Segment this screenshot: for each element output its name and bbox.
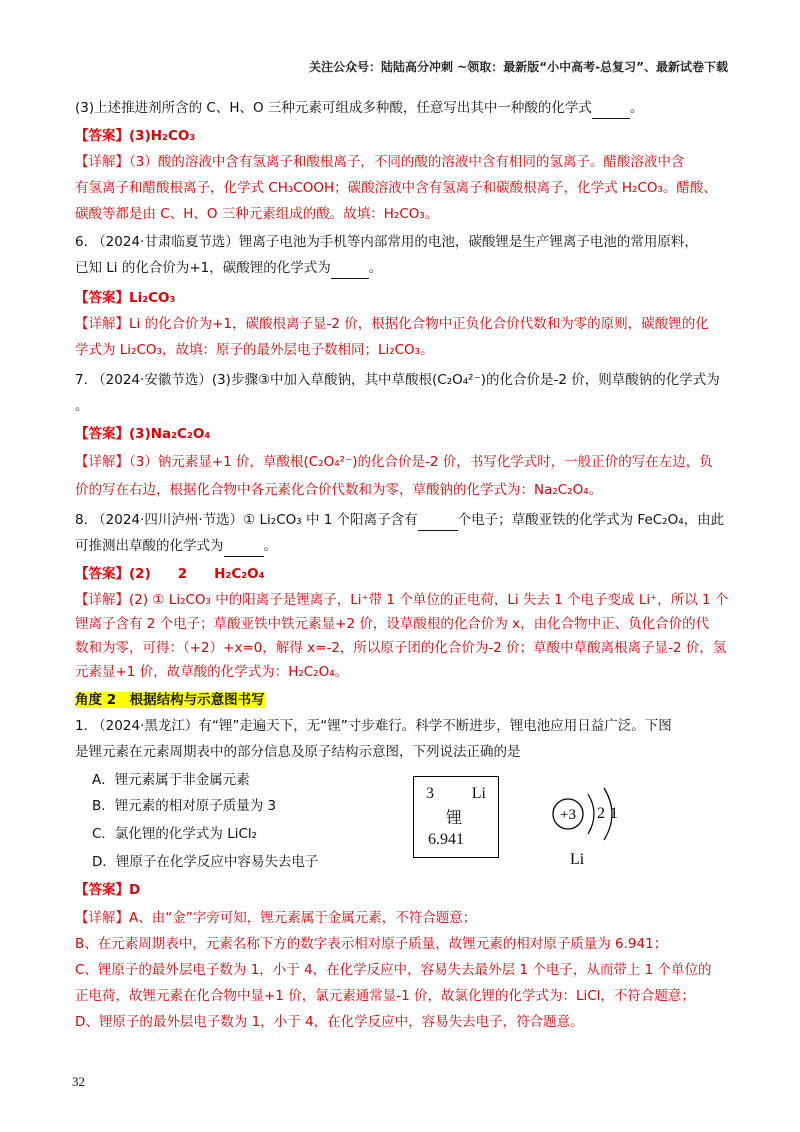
atomic-number: 3 (426, 785, 434, 802)
detail-6-line-2: 学式为 Li₂CO₃，故填：原子的最外层电子数相同；Li₂CO₃。 (75, 342, 434, 358)
question-6-line-2 (75, 258, 382, 279)
shell-2-electrons: 1 (610, 805, 618, 822)
answer-8: 【答案】(2) 2 H₂C₂O₄ (75, 566, 265, 582)
question-3-end: 。 (629, 100, 644, 116)
shell-1-electrons: 2 (597, 805, 605, 822)
question-8-text-a: 8. （2024·四川泸州·节选）① Li₂CO₃ 中 1 个阳离子含有 (75, 512, 418, 528)
detail-8-line-3: 数和为零，可得：（+2）+x=0，解得 x=-2，所以原子团的化合价为-2 价；草酸中草酸离根离子显-2 价，氢 (75, 640, 727, 656)
answer-blank (592, 98, 630, 119)
question-8-line-1 (75, 510, 724, 531)
atomic-structure-diagram (548, 786, 658, 876)
page-number: 32 (72, 1074, 85, 1089)
detail-8-line-1: 【详解】(2) ① Li₂CO₃ 中的阳离子是锂离子，Li⁺带 1 个单位的正电荷，Li 失去 1 个电子变成 Li⁺，所以 1 个 (75, 592, 729, 608)
question-8-end: 。 (263, 538, 277, 554)
section-title: 根据结构与示意图书写 (129, 692, 265, 708)
detail-7-line-2: 价的写在右边，根据化合物中各元素化合价代数和为零，草酸钠的化学式为：Na₂C₂O₄。 (75, 482, 603, 498)
question-1-stem-line-2: 是锂元素在元素周期表中的部分信息及原子结构示意图，下列说法正确的是 (75, 744, 521, 760)
section-heading (75, 690, 265, 710)
detail-1-line-5: D、锂原子的最外层电子数为 1，小于 4，在化学反应中，容易失去电子，符合题意。 (75, 1014, 584, 1030)
question-8-text-b: 个电子；草酸亚铁的化学式为 FeC₂O₄，由此 (457, 512, 725, 528)
atom-label: Li (570, 851, 585, 868)
nucleus-charge: +3 (560, 807, 576, 823)
detail-8-line-2: 锂离子含有 2 个电子；草酸亚铁中铁元素显+2 价，设草酸根的化合价为 x，由化合物中正、负化合价的代 (75, 616, 710, 632)
element-name: 锂 (446, 810, 463, 827)
detail-7-line-1: 【详解】（3）钠元素显+1 价，草酸根(C₂O₄²⁻)的化合价是-2 价，书写化学式时，一般正价的写在左边，负 (75, 454, 713, 470)
answer-3: 【答案】(3)H₂CO₃ (75, 128, 196, 144)
option-a: A．锂元素属于非金属元素 (92, 772, 250, 788)
element-symbol: Li (471, 785, 486, 802)
atomic-mass: 6.941 (428, 831, 464, 848)
detail-1-line-2: B、在元素周期表中，元素名称下方的数字表示相对原子质量，故锂元素的相对原子质量为 6.941； (75, 936, 668, 952)
option-d: D．锂原子在化学反应中容易失去电子 (92, 854, 319, 870)
answer-6: 【答案】Li₂CO₃ (75, 290, 176, 306)
answer-7: 【答案】(3)Na₂C₂O₄ (75, 426, 211, 442)
question-8-line-2 (75, 536, 277, 557)
answer-blank (224, 536, 264, 557)
section-label-text: 角度 2 (75, 692, 117, 708)
question-6-text: 已知 Li 的化合价为+1，碳酸锂的化学式为 (75, 260, 331, 276)
detail-3-line-1: 【详解】（3）酸的溶液中含有氢离子和酸根离子，不同的酸的溶液中含有相同的氢离子。醋酸溶液中含 (75, 154, 685, 170)
detail-1-line-4: 正电荷，故锂元素在化合物中显+1 价，氯元素通常显-1 价，故氯化锂的化学式为：LiCl，不符合题意； (75, 988, 695, 1004)
periodic-table-cell (413, 776, 499, 858)
question-8-text-c: 可推测出草酸的化学式为 (75, 538, 224, 554)
detail-1-line-1: 【详解】A、由“金”字旁可知，锂元素属于金属元素，不符合题意； (75, 910, 477, 926)
option-c: C．氯化锂的化学式为 LiCl₂ (92, 826, 258, 842)
question-3-text: (3)上述推进剂所含的 C、H、O 三种元素可组成多种酸，任意写出其中一种酸的化学式 (75, 100, 592, 116)
section-label (75, 692, 265, 708)
detail-1-line-3: C、锂原子的最外层电子数为 1，小于 4，在化学反应中，容易失去最外层 1 个电子，从而带上 1 个单位的 (75, 962, 712, 978)
detail-6-line-1: 【详解】Li 的化合价为+1，碳酸根离子显-2 价，根据化合物中正负化合价代数和为零的原则，碳酸锂的化 (75, 316, 709, 332)
detail-3-line-3: 碳酸等都是由 C、H、O 三种元素组成的酸。故填：H₂CO₃。 (75, 206, 439, 222)
answer-blank (418, 510, 458, 531)
question-7-line-2: 。 (75, 398, 89, 414)
page-header: 关注公众号：陆陆高分冲刺 ~领取：最新版“小中高考-总复习”、最新试卷下载 (309, 60, 728, 74)
question-6-line-1: 6. （2024·甘肃临夏节选）锂离子电池为手机等内部常用的电池，碳酸锂是生产锂离子电池的常用原料， (75, 234, 698, 250)
question-1-stem-line-1: 1. （2024·黑龙江）有“锂”走遍天下，无“锂”寸步难行。科学不断进步，锂电池应用日益广泛。下图 (75, 718, 672, 734)
question-7-line-1: 7. （2024·安徽节选）(3)步骤③中加入草酸钠，其中草酸根(C₂O₄²⁻)的化合价是-2 价，则草酸钠的化学式为 (75, 372, 720, 388)
question-3 (75, 98, 643, 119)
detail-8-line-4: 元素显+1 价，故草酸的化学式为：H₂C₂O₄。 (75, 664, 349, 680)
question-6-end: 。 (368, 260, 383, 276)
shell-arc-1 (588, 794, 594, 834)
detail-3-line-2: 有氢离子和醋酸根离子，化学式 CH₃COOH；碳酸溶液中含有氢离子和碳酸根离子，化学式 H₂CO₃。醋酸、 (75, 180, 717, 196)
option-b: B．锂元素的相对原子质量为 3 (92, 798, 277, 814)
answer-blank (331, 258, 369, 279)
answer-1: 【答案】D (75, 882, 141, 898)
